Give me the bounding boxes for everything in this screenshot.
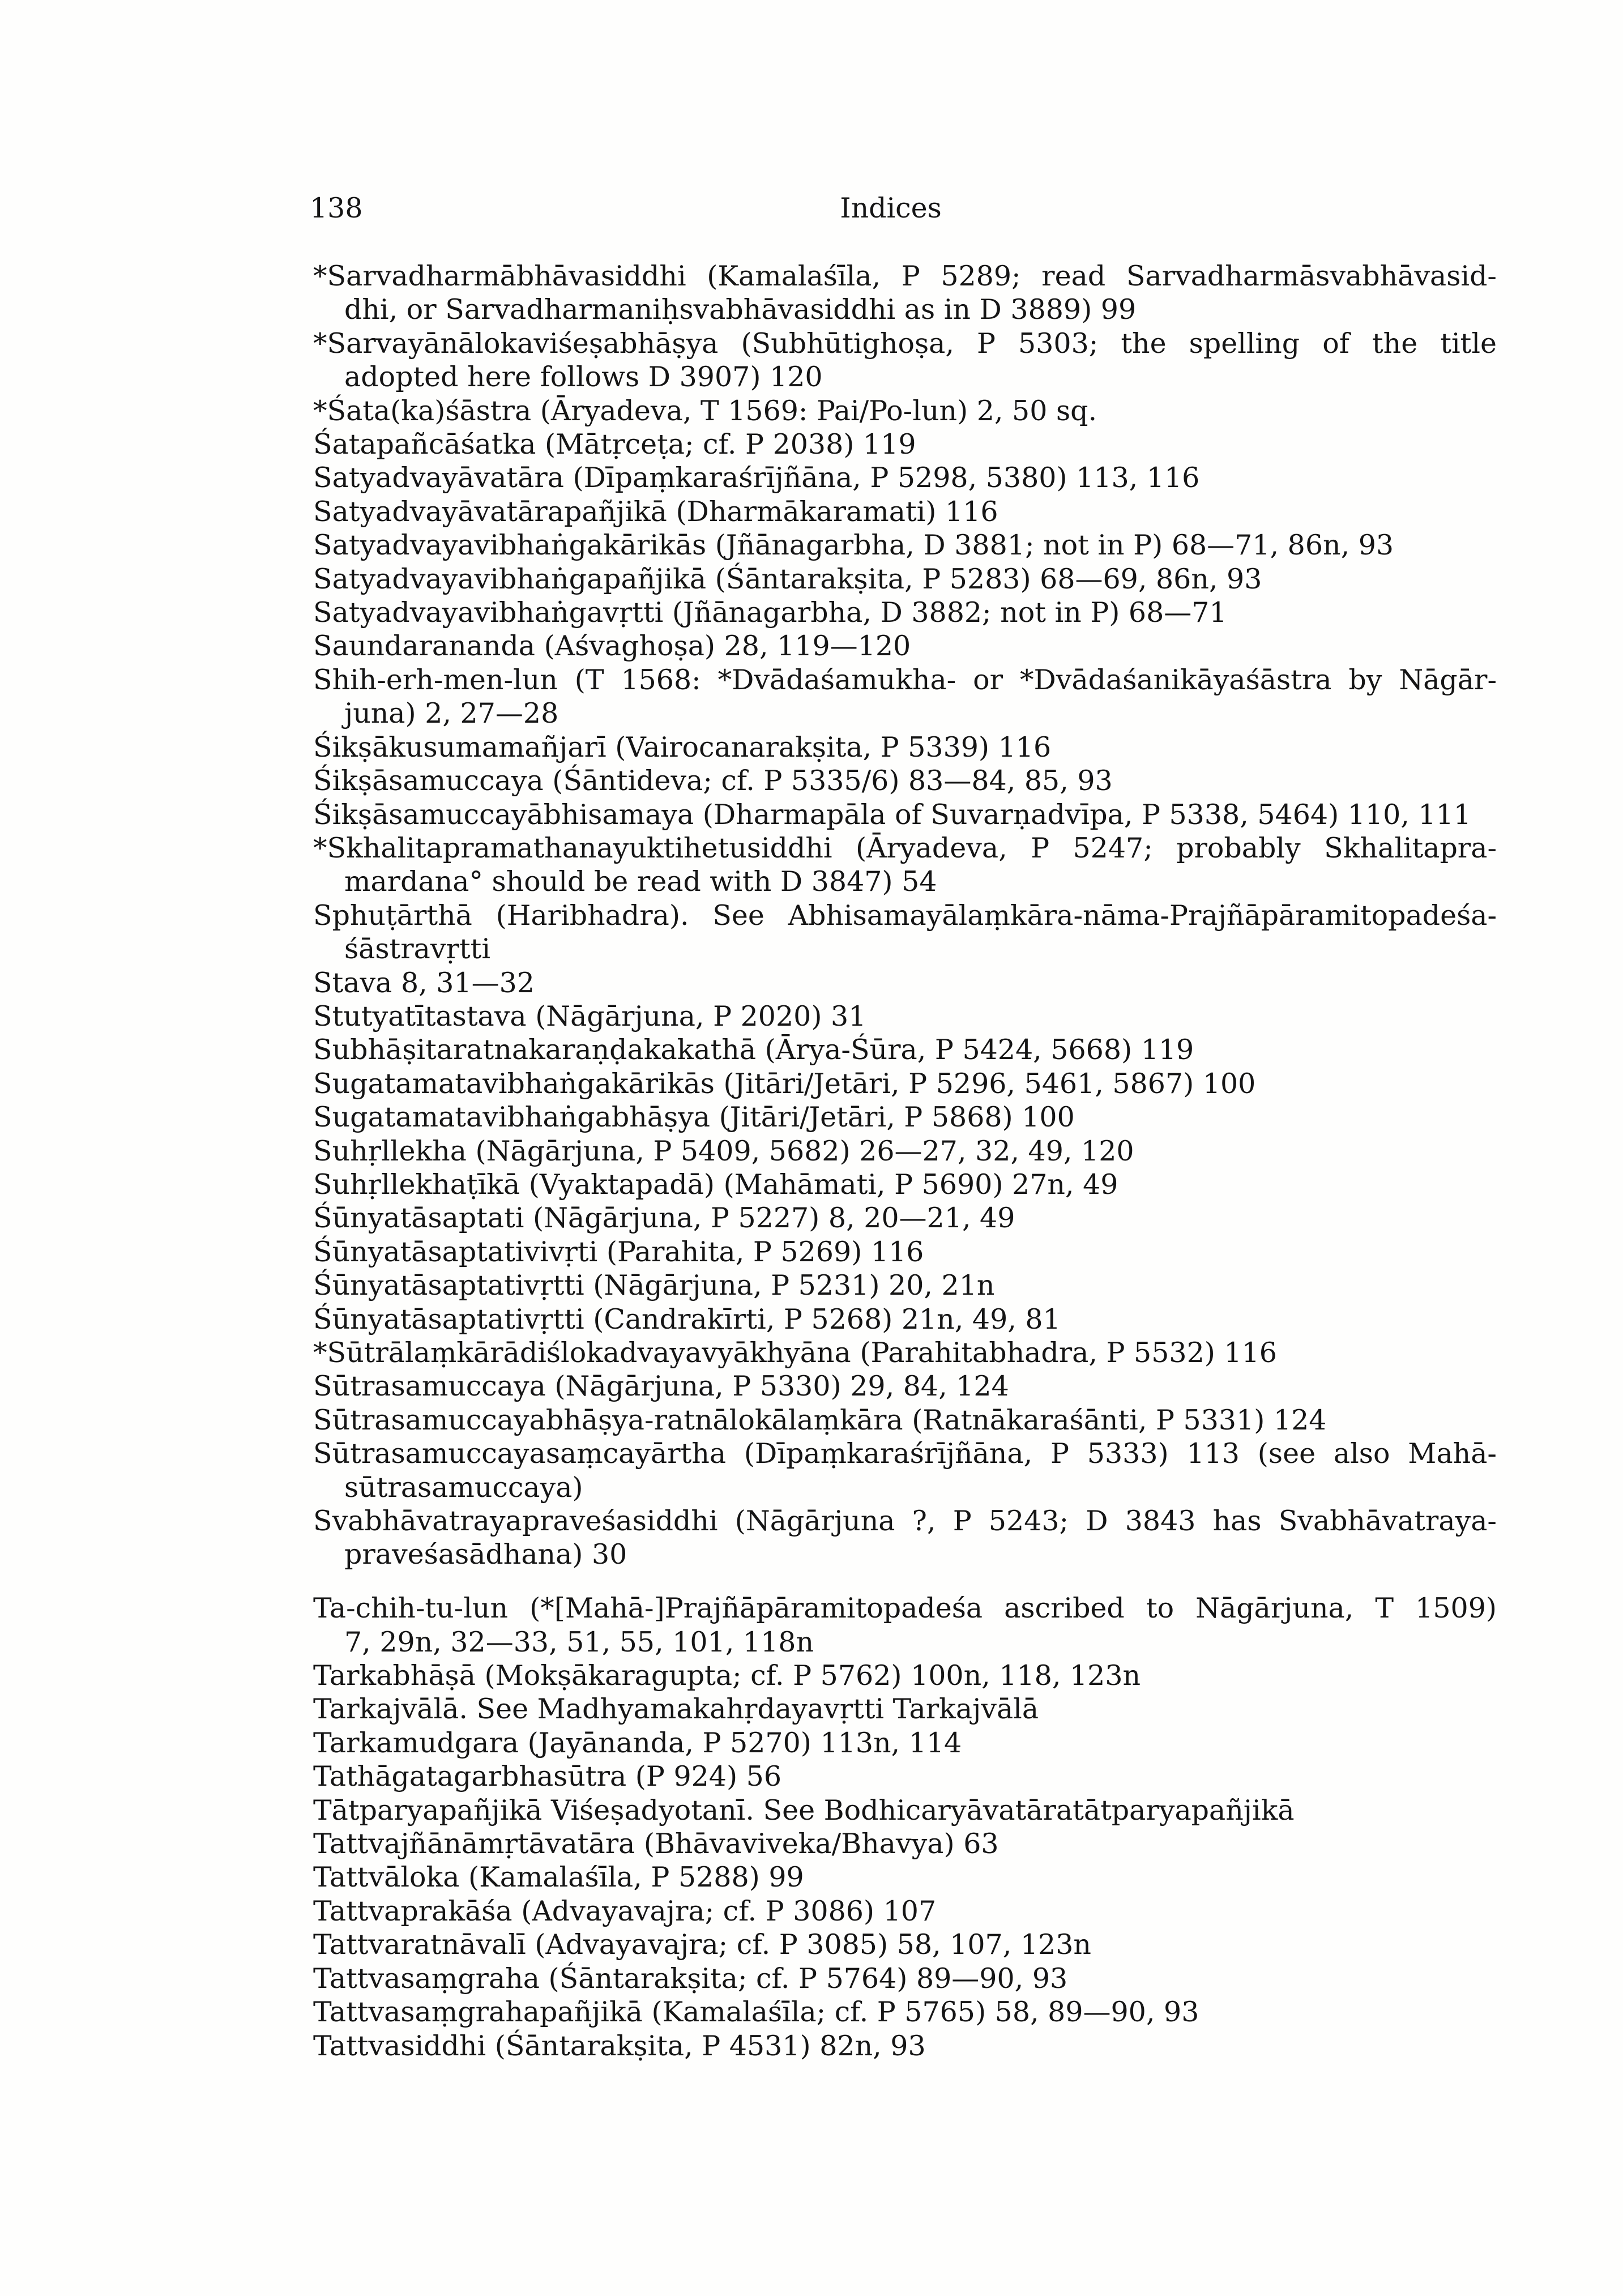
index-list [313, 259, 1497, 2063]
index-entry [313, 1235, 1497, 1269]
index-entry-headline: Sugatamatavibhaṅgabhāṣya (Jitāri/Jetāri, P 5868) 100 [313, 1101, 1075, 1134]
index-entry [313, 1303, 1497, 1336]
index-entry [313, 1403, 1497, 1437]
index-entry-headline: Satyadvayāvatārapañjikā (Dharmākaramati) 116 [313, 495, 998, 528]
index-entry-headline: Subhāṣitaratnakaraṇḍakakathā (Ārya-Śūra, P 5424, 5668) 119 [313, 1034, 1194, 1066]
index-entry-headline: Śūnyatāsaptativivṛti (Parahita, P 5269) 116 [313, 1235, 924, 1268]
index-entry-headline: Satyadvayāvatāra (Dīpaṃkaraśrījñāna, P 5298, 5380) 113, 116 [313, 462, 1200, 494]
index-entry-headline: Tarkajvālā. See Madhyamakahṛdayavṛtti Tarkajvālā [313, 1693, 1039, 1726]
index-entry-headline: Śūnyatāsaptativṛtti (Nāgārjuna, P 5231) 20, 21n [313, 1269, 995, 1302]
index-entry-continuation: 7, 29n, 32—33, 51, 55, 101, 118n [344, 1625, 814, 1658]
index-entry [313, 1692, 1497, 1726]
index-entry [313, 1827, 1497, 1860]
index-entry-headline: Satyadvayavibhaṅgapañjikā (Śāntarakṣita, P 5283) 68—69, 86n, 93 [313, 562, 1262, 595]
index-entry-headline: Sūtrasamuccaya (Nāgārjuna, P 5330) 29, 84, 124 [313, 1370, 1009, 1403]
index-entry [313, 1168, 1497, 1201]
index-entry-headline: Tātparyapañjikā Viśeṣadyotanī. See Bodhicaryāvatāratātparyapañjikā [313, 1794, 1295, 1826]
index-entry-headline: Śikṣākusumamañjarī (Vairocanarakṣita, P 5339) 116 [313, 731, 1052, 763]
index-entry [313, 259, 1497, 327]
index-entry-continuation: dhi, or Sarvadharmaniḥsvabhāvasiddhi as in D 3889) 99 [344, 293, 1137, 326]
index-entry [313, 966, 1497, 1000]
index-entry-headline: Suhṛllekha (Nāgārjuna, P 5409, 5682) 26—27, 32, 49, 120 [313, 1134, 1134, 1167]
index-entry-headline: Śikṣāsamuccaya (Śāntideva; cf. P 5335/6) 83—84, 85, 93 [313, 765, 1113, 797]
index-entry [313, 663, 1497, 731]
index-entry [313, 1033, 1497, 1066]
index-entry-headline: Śikṣāsamuccayābhisamaya (Dharmapāla of Suvarṇadvīpa, P 5338, 5464) 110, 111 [313, 798, 1471, 831]
index-entry [313, 1336, 1497, 1369]
index-entry-headline: Śūnyatāsaptativṛtti (Candrakīrti, P 5268) 21n, 49, 81 [313, 1303, 1061, 1335]
index-entry-headline: Ta-chih-tu-lun (*[Mahā-]Prajñāpāramitopadeśa ascribed to Nāgārjuna, T 1509) [313, 1592, 1497, 1625]
index-entry-headline: Satyadvayavibhaṅgavṛtti (Jñānagarbha, D 3882; not in P) 68—71 [313, 596, 1227, 629]
index-entry [313, 629, 1497, 663]
index-entry [313, 394, 1497, 428]
index-entry [313, 528, 1497, 562]
index-entry-headline: Śūnyatāsaptati (Nāgārjuna, P 5227) 8, 20—21, 49 [313, 1202, 1015, 1235]
index-entry [313, 831, 1497, 899]
index-entry-headline: Tattvasiddhi (Śāntarakṣita, P 4531) 82n, 93 [313, 2029, 926, 2062]
index-entry-continuation: sūtrasamuccaya) [344, 1471, 583, 1504]
index-entry [313, 899, 1497, 966]
index-entry [313, 1134, 1497, 1168]
index-entry [313, 1894, 1497, 1928]
index-entry [313, 1794, 1497, 1827]
index-entry-headline: *Sūtrālaṃkārādiślokadvayavyākhyāna (Parahitabhadra, P 5532) 116 [313, 1337, 1277, 1369]
index-entry-headline: Satyadvayavibhaṅgakārikās (Jñānagarbha, D 3881; not in P) 68—71, 86n, 93 [313, 529, 1394, 562]
index-entry-headline: Stava 8, 31—32 [313, 966, 535, 999]
index-entry-headline: *Sarvadharmābhāvasiddhi (Kamalaśīla, P 5289; read Sarvadharmāsvabhāvasid- [313, 260, 1497, 292]
running-title: Indices [840, 192, 942, 224]
index-entry-headline: Suhṛllekhaṭīkā (Vyaktapadā) (Mahāmati, P 5690) 27n, 49 [313, 1168, 1118, 1201]
index-entry-headline: Sphuṭārthā (Haribhadra). See Abhisamayālaṃkāra-nāma-Prajñāpāramitopadeśa- [313, 899, 1497, 932]
index-entry [313, 731, 1497, 764]
index-entry [313, 1369, 1497, 1403]
index-entry-headline: Tarkabhāṣā (Mokṣākaragupta; cf. P 5762) 100n, 118, 123n [313, 1659, 1141, 1692]
index-entry [313, 2029, 1497, 2063]
index-entry [313, 1067, 1497, 1100]
index-section [313, 259, 1497, 1572]
index-entry-headline: Sūtrasamuccayasaṃcayārtha (Dīpaṃkaraśrījñāna, P 5333) 113 (see also Mahā- [313, 1437, 1497, 1470]
index-entry-headline: *Sarvayānālokaviśeṣabhāṣya (Subhūtighoṣa, P 5303; the spelling of the title [313, 327, 1497, 360]
page-number: 138 [310, 192, 363, 224]
index-entry [313, 1201, 1497, 1235]
index-entry-headline: Tattvaprakāśa (Advayavajra; cf. P 3086) 107 [313, 1894, 937, 1927]
index-entry-continuation: mardana° should be read with D 3847) 54 [344, 865, 937, 898]
index-entry-continuation: juna) 2, 27—28 [344, 697, 559, 730]
index-entry [313, 1860, 1497, 1894]
index-entry [313, 495, 1497, 528]
index-entry-headline: Tattvasaṃgraha (Śāntarakṣita; cf. P 5764) 89—90, 93 [313, 1962, 1068, 1995]
index-entry [313, 1437, 1497, 1504]
running-head [310, 191, 1497, 225]
index-entry-continuation: adopted here follows D 3907) 120 [344, 361, 823, 394]
index-entry [313, 1995, 1497, 2029]
index-entry [313, 1269, 1497, 1302]
index-entry [313, 1100, 1497, 1134]
index-entry-headline: Tarkamudgara (Jayānanda, P 5270) 113n, 114 [313, 1726, 962, 1759]
index-entry-headline: *Śata(ka)śāstra (Āryadeva, T 1569: Pai/Po-lun) 2, 50 sq. [313, 394, 1097, 427]
index-entry [313, 1591, 1497, 1659]
index-entry [313, 562, 1497, 596]
index-entry [313, 461, 1497, 494]
index-entry [313, 1760, 1497, 1793]
index-entry [313, 327, 1497, 394]
index-entry-headline: Tattvāloka (Kamalaśīla, P 5288) 99 [313, 1861, 804, 1894]
index-entry-headline: Tattvajñānāmṛtāvatāra (Bhāvaviveka/Bhavya) 63 [313, 1828, 999, 1860]
index-entry-headline: Tattvasaṃgrahapañjikā (Kamalaśīla; cf. P 5765) 58, 89—90, 93 [313, 1996, 1199, 2029]
index-entry-headline: Shih-erh-men-lun (T 1568: *Dvādaśamukha- or *Dvādaśanikāyaśāstra by Nāgār- [313, 663, 1497, 696]
index-entry [313, 1928, 1497, 1961]
index-entry-headline: Saundarananda (Aśvaghoṣa) 28, 119—120 [313, 630, 911, 663]
index-entry [313, 764, 1497, 797]
index-entry [313, 1659, 1497, 1692]
index-entry-headline: Śatapañcāśatka (Mātṛceṭa; cf. P 2038) 119 [313, 428, 916, 461]
index-entry [313, 428, 1497, 461]
index-entry-headline: Tathāgatagarbhasūtra (P 924) 56 [313, 1760, 782, 1793]
index-entry-continuation: praveśasādhana) 30 [344, 1538, 627, 1571]
index-entry-continuation: śāstravṛtti [344, 933, 490, 966]
index-entry-headline: *Skhalitapramathanayuktihetusiddhi (Āryadeva, P 5247; probably Skhalitapra- [313, 831, 1497, 864]
index-entry [313, 1000, 1497, 1033]
index-entry-headline: Tattvaratnāvalī (Advayavajra; cf. P 3085) 58, 107, 123n [313, 1928, 1091, 1961]
index-entry [313, 1962, 1497, 1995]
index-entry-headline: Sugatamatavibhaṅgakārikās (Jitāri/Jetāri, P 5296, 5461, 5867) 100 [313, 1067, 1256, 1100]
index-entry [313, 596, 1497, 629]
index-entry-headline: Stutyatītastava (Nāgārjuna, P 2020) 31 [313, 1000, 866, 1032]
index-entry-headline: Svabhāvatrayapraveśasiddhi (Nāgārjuna ?, P 5243; D 3843 has Svabhāvatraya- [313, 1505, 1497, 1538]
index-entry [313, 1726, 1497, 1760]
index-entry [313, 798, 1497, 831]
index-section [313, 1591, 1497, 2063]
index-entry [313, 1504, 1497, 1572]
index-entry-headline: Sūtrasamuccayabhāṣya-ratnālokālaṃkāra (Ratnākaraśānti, P 5331) 124 [313, 1403, 1327, 1436]
